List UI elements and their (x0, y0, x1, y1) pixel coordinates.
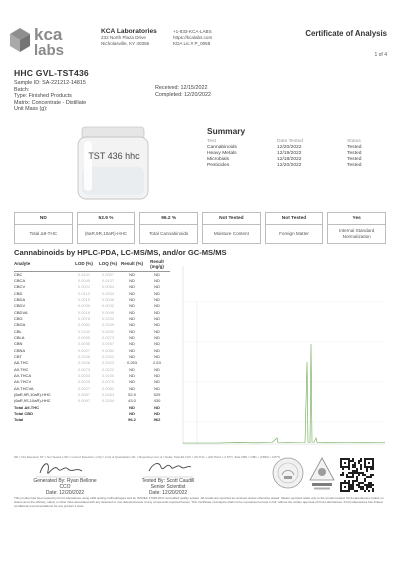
accreditation-seal-icon (272, 457, 304, 489)
cannabinoid-lod: 0.0027 (77, 385, 91, 391)
cannabinoid-pct: ND (129, 328, 135, 334)
summary-date: 12/20/2022 (277, 162, 302, 168)
result-box-value: ND (15, 213, 72, 225)
cannabinoid-pct: ND (129, 322, 135, 328)
summary-date: 12/18/2022 (277, 156, 302, 162)
lab-address-line-1: 232 North Plaza Drive (101, 35, 146, 40)
lab-website[interactable]: https://kcalabs.com (173, 35, 213, 41)
summary-test: Cannabinoids (207, 144, 237, 150)
result-box-value: Not Tested (266, 213, 323, 225)
cannabinoid-lod: 0.0106 (77, 354, 91, 360)
total-mg: ND (154, 410, 160, 416)
cannabinoid-lod: 0.0131 (77, 272, 91, 277)
cannabinoid-pct: ND (129, 354, 135, 360)
lab-phone: +1-833-KCA-LABS (173, 29, 212, 34)
cannabinoid-pct: 0.263 (126, 360, 137, 366)
cannabinoid-lod: 0.0073 (77, 366, 91, 372)
cannabinoid-loq: 0.0092 (101, 303, 115, 309)
kca-labs-logo (8, 24, 88, 58)
chromatogram-plot (177, 262, 389, 452)
cannabinoid-lod: 0.0087 (77, 391, 91, 397)
summary-table (207, 138, 383, 168)
cannabinoid-mg: ND (154, 385, 160, 391)
cannabinoid-analyte: CBT (14, 354, 22, 360)
cannabinoid-pct: ND (129, 290, 135, 296)
summary-test: Microbials (207, 156, 230, 162)
cannabinoid-analyte: CBCA (14, 278, 26, 284)
col-analyte: Analyte (14, 260, 72, 271)
cannabinoid-pct: 52.9 (128, 391, 136, 397)
col-result-pct: Result (%) (120, 260, 144, 271)
lab-name: KCA Laboratories (101, 28, 157, 35)
cannabinoid-analyte: CBDV (14, 303, 26, 309)
summary-row (207, 144, 383, 150)
cannabinoid-lod: 0.0033 (77, 373, 91, 378)
cannabinoid-lod: 0.0045 (77, 278, 91, 284)
result-box (139, 212, 198, 244)
result-box (202, 212, 261, 244)
qr-code-icon[interactable] (340, 458, 374, 492)
cannabinoid-mg: ND (154, 328, 160, 334)
signature-block-1 (20, 478, 110, 496)
cannabinoid-mg: ND (154, 309, 160, 315)
result-box-label: Internal Standard Normalization (339, 228, 375, 239)
result-box-label: Total Δ9-THC (29, 231, 58, 237)
cannabinoid-lod: 0.0030 (77, 303, 91, 309)
cannabinoid-lod: 0.0021 (77, 284, 91, 290)
jar-label: TST 436 hhc (88, 151, 140, 161)
cannabinoid-analyte: CBDA (14, 297, 26, 303)
cannabinoid-lod: 0.0027 (77, 347, 91, 353)
cannabinoid-analyte: CBCV (14, 284, 26, 290)
cannabinoid-pct: ND (129, 335, 135, 341)
result-box (77, 212, 136, 244)
col-loq: LOQ (%) (96, 260, 120, 271)
lab-address-block (101, 28, 171, 47)
cannabinoid-lod: 0.0090 (77, 335, 91, 341)
cannabinoid-analyte: CBC (14, 272, 23, 277)
result-box (265, 212, 324, 244)
result-box-value: 96.2 % (140, 213, 197, 225)
cannabinoid-loq: 0.0167 (101, 341, 115, 347)
cannabinoid-pct: ND (129, 341, 135, 347)
cannabinoid-mg: ND (154, 335, 160, 341)
cannabinoid-lod: 0.0015 (77, 297, 91, 303)
cannabinoid-pct: ND (129, 366, 135, 372)
tested-by-role: Senior Scientist (150, 484, 186, 490)
summary-status: Tested (347, 150, 362, 156)
cannabinoid-analyte: Δ9-THCV (14, 379, 32, 385)
cannabinoid-lod: 0.0087 (77, 398, 91, 404)
cannabinoid-analyte: CBLA (14, 335, 25, 341)
cannabinoid-lod: 0.0142 (77, 328, 91, 334)
summary-status: Tested (347, 156, 362, 162)
cannabinoid-analyte: CBNA (14, 347, 26, 353)
total-analyte: Total Δ9-THC (14, 404, 40, 410)
cannabinoid-pct: ND (129, 347, 135, 353)
cannabinoid-analyte: Δ9-THCVA (14, 385, 34, 391)
result-box-value: 52.9 % (78, 213, 135, 225)
result-box-label: Foreign Matter (279, 231, 309, 237)
summary-test: Pesticides (207, 162, 230, 168)
cannabinoid-pct: ND (129, 303, 135, 309)
summary-status: Tested (347, 144, 362, 150)
cannabinoid-analyte: CBG (14, 316, 23, 322)
summary-row (207, 150, 383, 156)
cannabinoid-loq: 0.0064 (101, 284, 115, 290)
cannabinoid-mg: ND (154, 316, 160, 322)
cannabinoid-loq: 0.0264 (101, 398, 115, 404)
cannabinoid-pct: ND (129, 316, 135, 322)
cannabinoid-mg: ND (154, 379, 160, 385)
footnote: ND = Not Detected; NT = Not Tested; LOD = Limit of Detection; LOQ = Limit of Quantitation; RL = Reporting Limit; Δ = Delta; Total Δ9-THC = Δ9-THC + (Δ9-THCA × 0.877); Total CBD = CBD + (CBDA × 0.877) (14, 455, 281, 459)
cannabinoid-loq: 0.0082 (101, 385, 115, 391)
cannabinoid-pct: ND (129, 272, 135, 277)
summary-date: 12/20/2022 (277, 144, 302, 150)
lab-license: KDA Lic.# P_0058 (173, 41, 211, 47)
cannabinoid-mg: ND (154, 373, 160, 378)
lab-address-line-2: Nicholasville, KY 40356 (101, 41, 150, 47)
cannabinoid-loq: 0.0249 (101, 322, 115, 328)
summary-header-cell: Date Tested (277, 138, 304, 144)
sample-meta (14, 80, 154, 113)
total-empty (96, 417, 120, 423)
result-box-label: Moisture Content (213, 231, 249, 237)
cannabinoid-loq: 0.0273 (101, 335, 115, 341)
total-mg: ND (154, 404, 160, 410)
cannabinoid-loq: 0.0432 (101, 328, 115, 334)
summary-row (207, 162, 383, 168)
col-result-mg: Result (mg/g) (144, 260, 170, 271)
total-pct: ND (129, 404, 135, 410)
cannabinoid-loq: 0.0082 (101, 347, 115, 353)
cannabinoid-pct: 43.0 (128, 398, 136, 404)
cannabinoid-mg: ND (154, 284, 160, 290)
cannabinoids-table (14, 260, 170, 423)
cannabinoid-analyte: CBGA (14, 322, 26, 328)
summary-test: Heavy Metals (207, 150, 237, 156)
cannabinoid-analyte: Δ9-THC (14, 366, 29, 372)
cannabinoid-lod: 0.0106 (77, 360, 91, 366)
cannabinoid-pct: ND (129, 385, 135, 391)
summary-date: 12/19/2022 (277, 150, 302, 156)
cannabinoids-section-title: Cannabinoids by HPLC-PDA, LC-MS/MS, and/or GC-MS/MS (14, 248, 227, 257)
svg-text:kca: kca (34, 25, 63, 44)
cannabinoid-analyte: Δ9-THCA (14, 373, 32, 378)
generated-by-date: Date: 12/20/2022 (45, 490, 85, 496)
result-boxes (14, 212, 386, 244)
cannabinoid-mg: ND (154, 303, 160, 309)
summary-status: Tested (347, 162, 362, 168)
cannabinoid-analyte: (6aR,9S,10aR)-HHC (14, 398, 51, 404)
cannabinoid-loq: 0.0075 (101, 379, 115, 385)
summary-header-cell: Status (347, 138, 361, 144)
svg-text:labs: labs (34, 42, 65, 58)
total-pct: ND (129, 410, 135, 416)
cannabinoid-pct: ND (129, 309, 135, 315)
product-jar-image (70, 123, 156, 203)
page-indicator: 1 of 4 (374, 52, 387, 58)
cannabinoid-analyte: CBDVA (14, 309, 28, 315)
cannabinoid-lod: 0.0016 (77, 309, 91, 315)
cannabinoid-loq: 0.0322 (101, 354, 115, 360)
cannabinoid-loq: 0.0049 (101, 309, 115, 315)
cannabinoid-pct: ND (129, 373, 135, 378)
cannabinoid-loq: 0.0334 (101, 290, 115, 296)
cannabinoid-mg: 529 (153, 391, 161, 397)
cannabinoid-lod: 0.0055 (77, 341, 91, 347)
cannabinoid-total-row (14, 417, 170, 423)
cannabinoid-mg: ND (154, 278, 160, 284)
sample-batch: Batch: (14, 86, 30, 93)
result-box-label: Total Cannabinoids (149, 231, 189, 237)
result-box-label: (6aR,9R,10aR)-HHC (84, 231, 128, 237)
cannabinoid-loq: 0.0046 (101, 297, 115, 303)
cannabinoid-loq: 0.0100 (101, 373, 115, 378)
total-pct: 96.2 (128, 417, 136, 423)
cannabinoid-pct: ND (129, 284, 135, 290)
cannabinoid-pct: ND (129, 379, 135, 385)
cannabinoid-mg: ND (154, 347, 160, 353)
cannabinoid-analyte: (6aR,9R,10aR)-HHC (14, 391, 51, 397)
cannabinoid-mg: ND (154, 297, 160, 303)
cannabinoid-lod: 0.0025 (77, 379, 91, 385)
cannabinoid-loq: 0.0397 (101, 272, 115, 277)
pjla-accreditation-logo (308, 456, 336, 492)
cannabinoid-pct: ND (129, 297, 135, 303)
generated-by: Generated By: Ryan Bellone (33, 478, 97, 484)
result-box-value: Not Tested (203, 213, 260, 225)
sample-matrix: Matrix: Concentrate - Distillate (14, 99, 87, 106)
cannabinoid-loq: 0.0264 (101, 391, 115, 397)
generated-by-role: CCO (59, 484, 71, 490)
cannabinoid-loq: 0.0323 (101, 360, 115, 366)
result-box (14, 212, 73, 244)
cannabinoid-loq: 0.0222 (101, 366, 115, 372)
total-mg: 962 (153, 417, 161, 423)
tested-by-date: Date: 12/20/2022 (148, 490, 188, 496)
cannabinoid-mg: ND (154, 322, 160, 328)
cannabinoid-analyte: CBD (14, 290, 23, 296)
signature-block-2 (123, 478, 213, 496)
cannabinoid-lod: 0.0082 (77, 322, 91, 328)
disclaimer: This product has been tested by KCA Laboratories using valid testing methodologies and an ISO/IEC 17025:2017 accredited quality system. All results are reported as received unless otherwise stated. Values reported relate only to the product tested. KCA Laboratories makes no claims as to the efficacy, safety or other risks associated with any detected or non-detected levels of any compounds reported herein. This Certificate of Analysis shall not be reproduced except in full, without the written approval of KCA Laboratories. KCA Laboratories has limited, conditional recommendations for any product it tests. (14, 496, 384, 508)
sample-unit-mass: Unit Mass (g): (14, 106, 48, 112)
sample-dates (155, 85, 275, 98)
cannabinoid-analyte: Δ8-THC (14, 360, 29, 366)
summary-title: Summary (207, 126, 246, 136)
completed-date: Completed: 12/20/2022 (155, 91, 212, 98)
total-analyte: Total (14, 417, 24, 423)
cannabinoid-mg: 2.63 (153, 360, 161, 366)
total-empty (72, 417, 96, 423)
sample-name: HHC GVL-TST436 (14, 68, 89, 78)
cannabinoid-loq: 0.0137 (101, 278, 115, 284)
cannabinoid-loq: 0.0232 (101, 316, 115, 322)
document-title: Certificate of Analysis (305, 29, 387, 38)
cannabinoid-mg: ND (154, 290, 160, 296)
result-box (327, 212, 386, 244)
lab-contact-block (173, 29, 243, 48)
cannabinoid-mg: 430 (153, 398, 161, 404)
cannabinoid-analyte: CBN (14, 341, 23, 347)
cannabinoid-mg: ND (154, 272, 160, 277)
cannabinoid-lod: 0.0076 (77, 316, 91, 322)
cannabinoid-pct: ND (129, 278, 135, 284)
cannabinoid-mg: ND (154, 366, 160, 372)
sample-type: Type: Finished Products (14, 93, 72, 99)
total-analyte: Total CBD (14, 410, 34, 416)
col-lod: LOD (%) (72, 260, 96, 271)
received-date: Received: 12/15/2022 (155, 85, 208, 91)
summary-header-cell: Test (207, 138, 216, 144)
cannabinoid-lod: 0.0110 (78, 290, 90, 296)
cannabinoid-mg: ND (154, 354, 160, 360)
tested-by: Tested By: Scott Caudill (141, 478, 195, 484)
result-box-value: Yes (328, 213, 385, 225)
cannabinoid-analyte: CBL (14, 328, 22, 334)
cannabinoid-mg: ND (154, 341, 160, 347)
sample-id: Sample ID: SA-221212-14815 (14, 80, 86, 86)
